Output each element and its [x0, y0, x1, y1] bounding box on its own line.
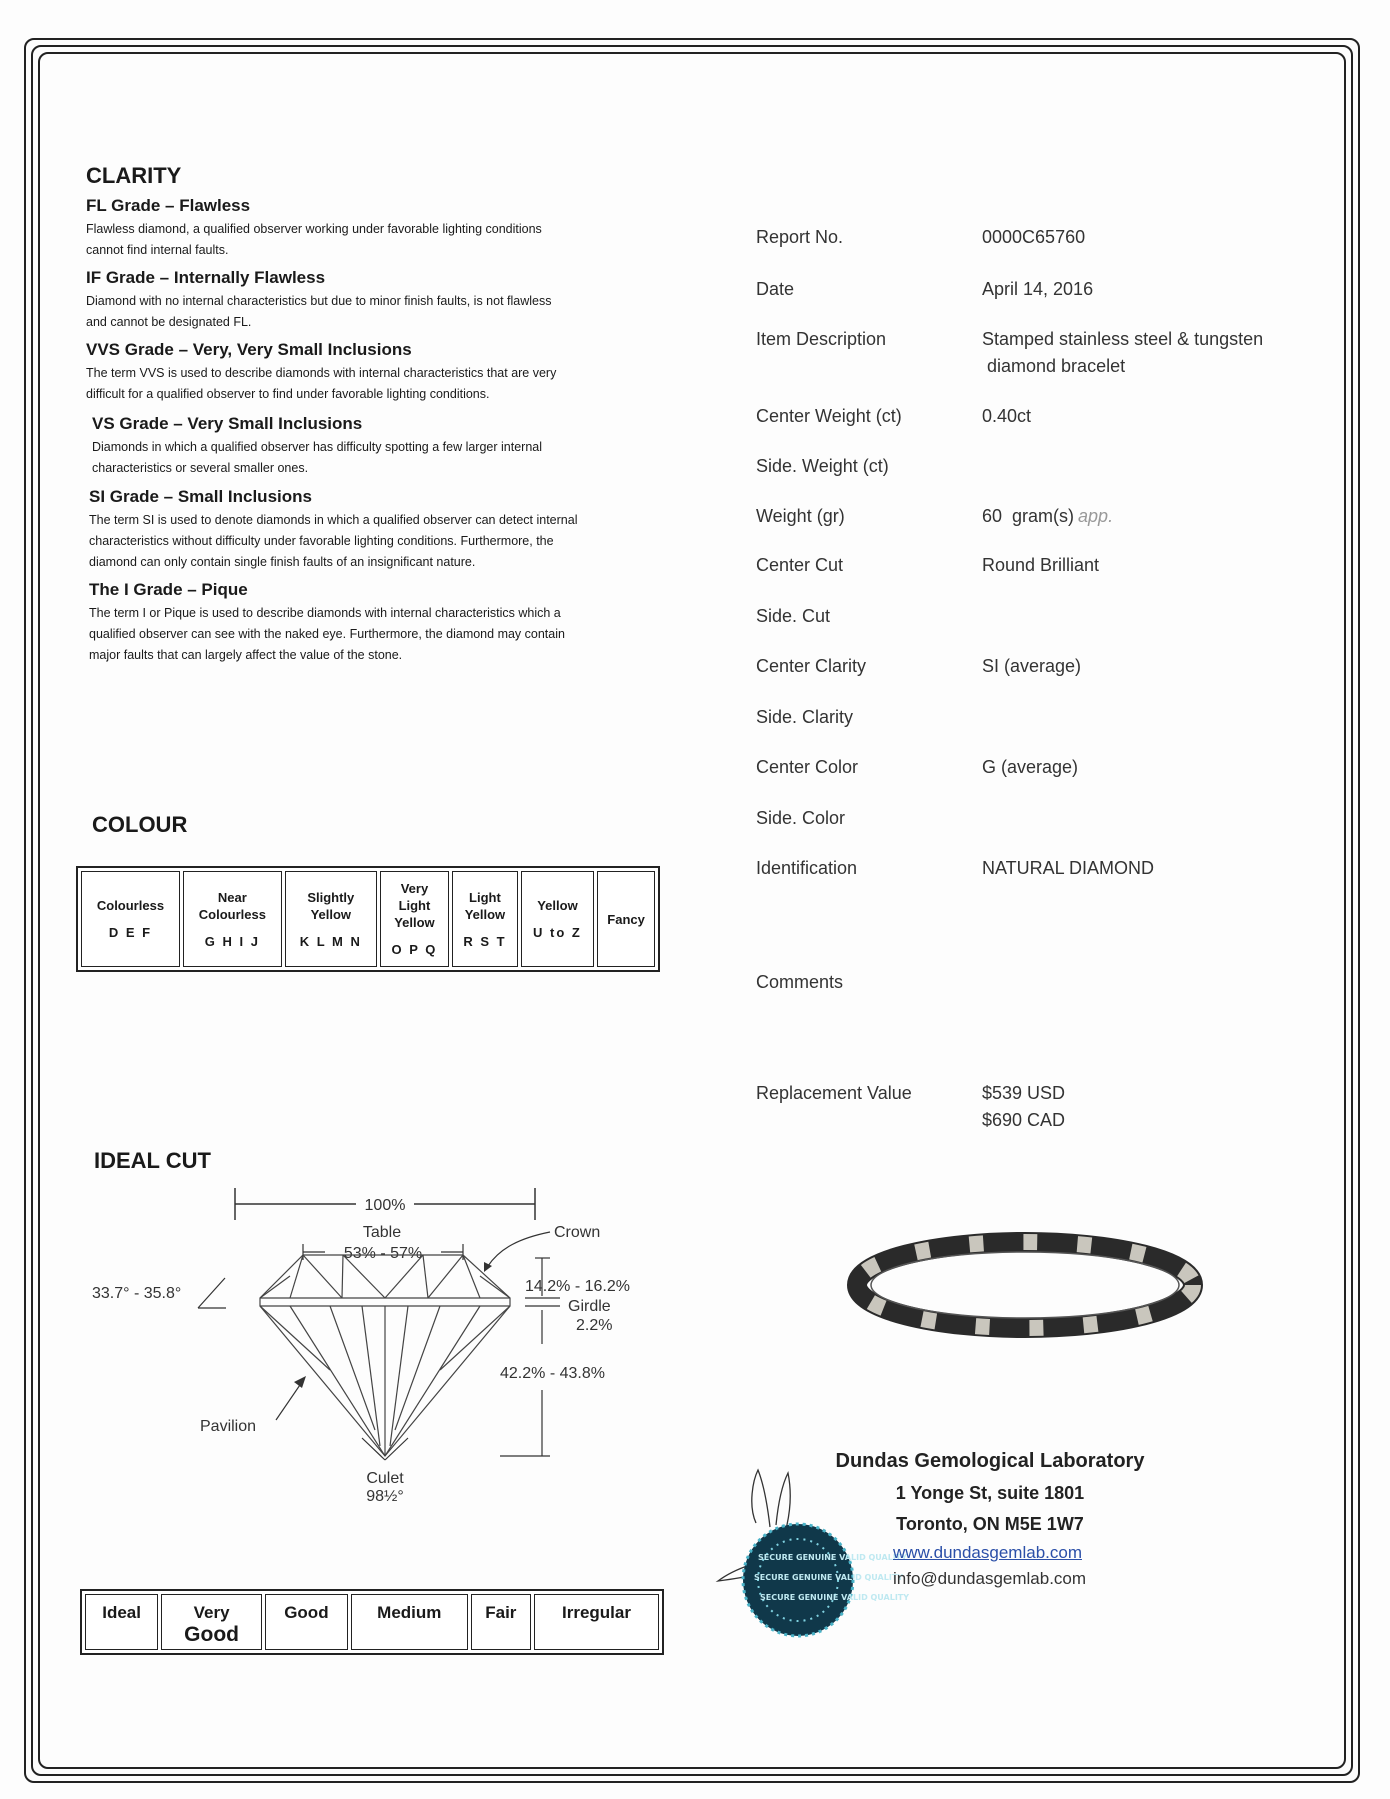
lab-email: info@dundasgemlab.com [893, 1569, 1087, 1588]
colour-name [599, 911, 653, 928]
clarity-heading: CLARITY [86, 163, 182, 188]
colour-cell [521, 871, 594, 967]
report-field-value [982, 503, 1113, 530]
report-field-label: Report No. [756, 227, 844, 247]
hologram-text-2: SECURE GENUINE VALID QUALITY [754, 1573, 904, 1582]
description-line: The term VVS is used to describe diamonds with internal characteristics that are very [86, 366, 557, 380]
report-value-note: app. [1078, 506, 1114, 526]
description-line: and cannot be designated FL. [86, 315, 252, 329]
report-field-value [982, 754, 1078, 781]
table-label: Table [362, 1224, 402, 1241]
colour-range: G H I J [204, 933, 260, 949]
report-field-value [982, 653, 1081, 680]
hologram-text-3: SECURE GENUINE VALID QUALITY [760, 1593, 910, 1602]
description-line: major faults that can largely affect the value of the stone. [89, 648, 403, 662]
report-value-line: April 14, 2016 [982, 279, 1094, 299]
cut-grade-label: Irregular [561, 1603, 631, 1622]
description-line: The term I or Pique is used to describe diamonds with internal characteristics which a [89, 606, 561, 620]
report-field-label: Identification [756, 858, 858, 878]
cut-grade-label: Very [193, 1603, 230, 1622]
colour-range: D E F [108, 925, 153, 940]
diamond-outline [260, 1255, 510, 1456]
colour-name-line: Slightly [307, 889, 355, 905]
cut-grade-label: Good [184, 1623, 239, 1646]
lab-name: Dundas Gemological Laboratory [835, 1450, 1145, 1472]
description-line: Flawless diamond, a qualified observer working under favorable lighting conditions [86, 222, 542, 236]
colour-name-line: Very [400, 881, 429, 896]
report-field-label: Side. Weight (ct) [756, 456, 889, 476]
culet-label: Culet [366, 1470, 404, 1487]
report-value-line: 0000C65760 [982, 227, 1086, 247]
colour-range: K L M N [299, 933, 362, 949]
crown-label: Crown [554, 1224, 601, 1241]
report-value-line: $539 USD [982, 1083, 1066, 1103]
report-field-label: Date [756, 279, 795, 299]
colour-name-line: Near [217, 889, 247, 905]
cut-grade-cell [471, 1594, 531, 1650]
report-field-label: Side. Color [756, 808, 846, 828]
report-field-label: Replacement Value [756, 1083, 912, 1103]
colour-cell [597, 871, 655, 967]
report-value-line: $690 CAD [982, 1110, 1066, 1130]
report-field-value [982, 326, 1263, 380]
clarity-grade-title: VVS Grade – Very, Very Small Inclusions [86, 340, 412, 359]
clarity-grade-title: FL Grade – Flawless [86, 196, 251, 215]
description-line: difficult for a qualified observer to find under favorable lighting conditions. [86, 387, 490, 401]
colour-name-line: Yellow [464, 906, 506, 922]
girdle-percent-label: 2.2% [576, 1317, 613, 1334]
colour-cell [452, 871, 518, 967]
colour-name-line: Colourless [198, 906, 266, 922]
lab-address-line2: Toronto, ON M5E 1W7 [896, 1514, 1084, 1534]
cut-grade-cell [534, 1594, 659, 1650]
clarity-grade-block [89, 487, 649, 573]
crown-angle-label: 33.7° - 35.8° [92, 1285, 182, 1302]
clarity-grade-block [89, 580, 649, 666]
colour-name-line: Light [398, 898, 431, 913]
description-line: characteristics or several smaller ones. [92, 461, 309, 475]
clarity-grade-block [86, 268, 646, 333]
clarity-grade-description [89, 603, 649, 666]
colour-name-line: Light [469, 889, 501, 905]
clarity-grade-description [86, 363, 646, 405]
ideal-cut-heading: IDEAL CUT [94, 1148, 211, 1173]
colour-cell [81, 871, 180, 967]
report-field-label: Side. Clarity [756, 707, 854, 727]
report-value-text: 60 gram(s) [982, 506, 1075, 526]
report-field-value [982, 276, 1093, 303]
description-line: diamond can only contain single finish faults of an insignificant nature. [89, 555, 476, 569]
table-range-label: 53% - 57% [343, 1245, 423, 1262]
report-value-line: diamond bracelet [982, 356, 1126, 376]
clarity-grade-block [86, 196, 646, 261]
clarity-grade-description [86, 219, 646, 261]
colour-cell [285, 871, 377, 967]
cut-grade-label: Fair [485, 1603, 517, 1622]
report-field-value [982, 1080, 1065, 1134]
cut-grade-cell [85, 1594, 158, 1650]
clarity-grade-description [86, 291, 646, 333]
colour-range: U to Z [533, 925, 582, 940]
report-field-label: Item Description [756, 329, 887, 349]
cut-grade-cell [161, 1594, 262, 1650]
cut-grade-label: Ideal [102, 1603, 141, 1622]
report-field-label: Center Clarity [756, 656, 867, 676]
colour-range: O P Q [391, 942, 438, 957]
colour-heading: COLOUR [92, 812, 188, 837]
cut-grade-table [80, 1589, 664, 1655]
bracelet-photo [840, 1220, 1210, 1350]
clarity-grade-title: IF Grade – Internally Flawless [86, 268, 326, 287]
report-field-value [982, 224, 1085, 251]
description-line: Diamond with no internal characteristics but due to minor finish faults, is not flawless [86, 294, 552, 308]
colour-cell [183, 871, 282, 967]
clarity-grade-title: SI Grade – Small Inclusions [89, 487, 312, 506]
colour-cell [380, 871, 449, 967]
colour-name [523, 897, 592, 914]
report-value-line: NATURAL DIAMOND [982, 858, 1155, 878]
clarity-grade-title: VS Grade – Very Small Inclusions [92, 414, 363, 433]
clarity-grade-block [92, 414, 652, 479]
lab-address-line1: 1 Yonge St, suite 1801 [895, 1483, 1085, 1503]
description-line: qualified observer can see with the naked eye. Furthermore, the diamond may contain [89, 627, 565, 641]
report-field-label: Center Color [756, 757, 859, 777]
report-field-value [982, 403, 1031, 430]
colour-name-line: Yellow [394, 915, 435, 930]
colour-scale-table [76, 866, 660, 972]
cut-grade-cell [265, 1594, 348, 1650]
report-value-line: Round Brilliant [982, 555, 1100, 575]
colour-name-line: Colourless [96, 898, 165, 913]
cut-grade-label: Medium [377, 1603, 442, 1622]
report-field-value [982, 552, 1099, 579]
report-value-line: Stamped stainless steel & tungsten [982, 329, 1264, 349]
pavilion-depth-label: 42.2% - 43.8% [500, 1365, 605, 1382]
colour-name [287, 889, 375, 923]
description-line: cannot find internal faults. [86, 243, 229, 257]
report-value-line [982, 503, 1113, 530]
crown-height-label: 14.2% - 16.2% [525, 1278, 630, 1295]
hologram-text-1: SECURE GENUINE VALID QUALITY [758, 1553, 908, 1562]
clarity-grade-description [92, 437, 652, 479]
report-field-value [982, 855, 1154, 882]
colour-name [382, 880, 447, 931]
description-line: characteristics without difficulty under favorable lighting conditions. Furthermore, the [89, 534, 554, 548]
report-field-label: Weight (gr) [756, 506, 845, 526]
report-field-label: Center Cut [756, 555, 844, 575]
culet-angle-label: 98½° [366, 1488, 404, 1505]
diamond-proportions-diagram [80, 1170, 680, 1520]
lab-info-block [800, 1450, 1180, 1589]
clarity-grade-description [89, 510, 649, 573]
report-value-line: G (average) [982, 757, 1079, 777]
colour-name [454, 889, 516, 923]
report-value-line: SI (average) [982, 656, 1082, 676]
description-line: Diamonds in which a qualified observer has difficulty spotting a few larger internal [92, 440, 543, 454]
girdle-label: Girdle [568, 1298, 611, 1315]
report-field-label: Side. Cut [756, 606, 831, 626]
cut-grade-label: Good [284, 1603, 329, 1622]
colour-name [185, 889, 280, 923]
description-line: The term SI is used to denote diamonds in which a qualified observer can detect internal [89, 513, 578, 527]
report-field-label: Center Weight (ct) [756, 406, 902, 426]
clarity-grade-title: The I Grade – Pique [89, 580, 248, 599]
colour-name-line: Yellow [537, 898, 578, 913]
report-field-label: Comments [756, 972, 844, 992]
lab-website-link[interactable]: www.dundasgemlab.com [893, 1543, 1082, 1562]
pavilion-label: Pavilion [200, 1418, 257, 1435]
colour-name-line: Yellow [310, 906, 352, 922]
report-value-line: 0.40ct [982, 406, 1032, 426]
clarity-grade-block [86, 340, 646, 405]
colour-name-line: Fancy [607, 911, 645, 927]
cut-grade-cell [351, 1594, 468, 1650]
colour-range: R S T [463, 933, 507, 949]
total-width-label: 100% [364, 1197, 406, 1214]
colour-name [83, 897, 178, 914]
